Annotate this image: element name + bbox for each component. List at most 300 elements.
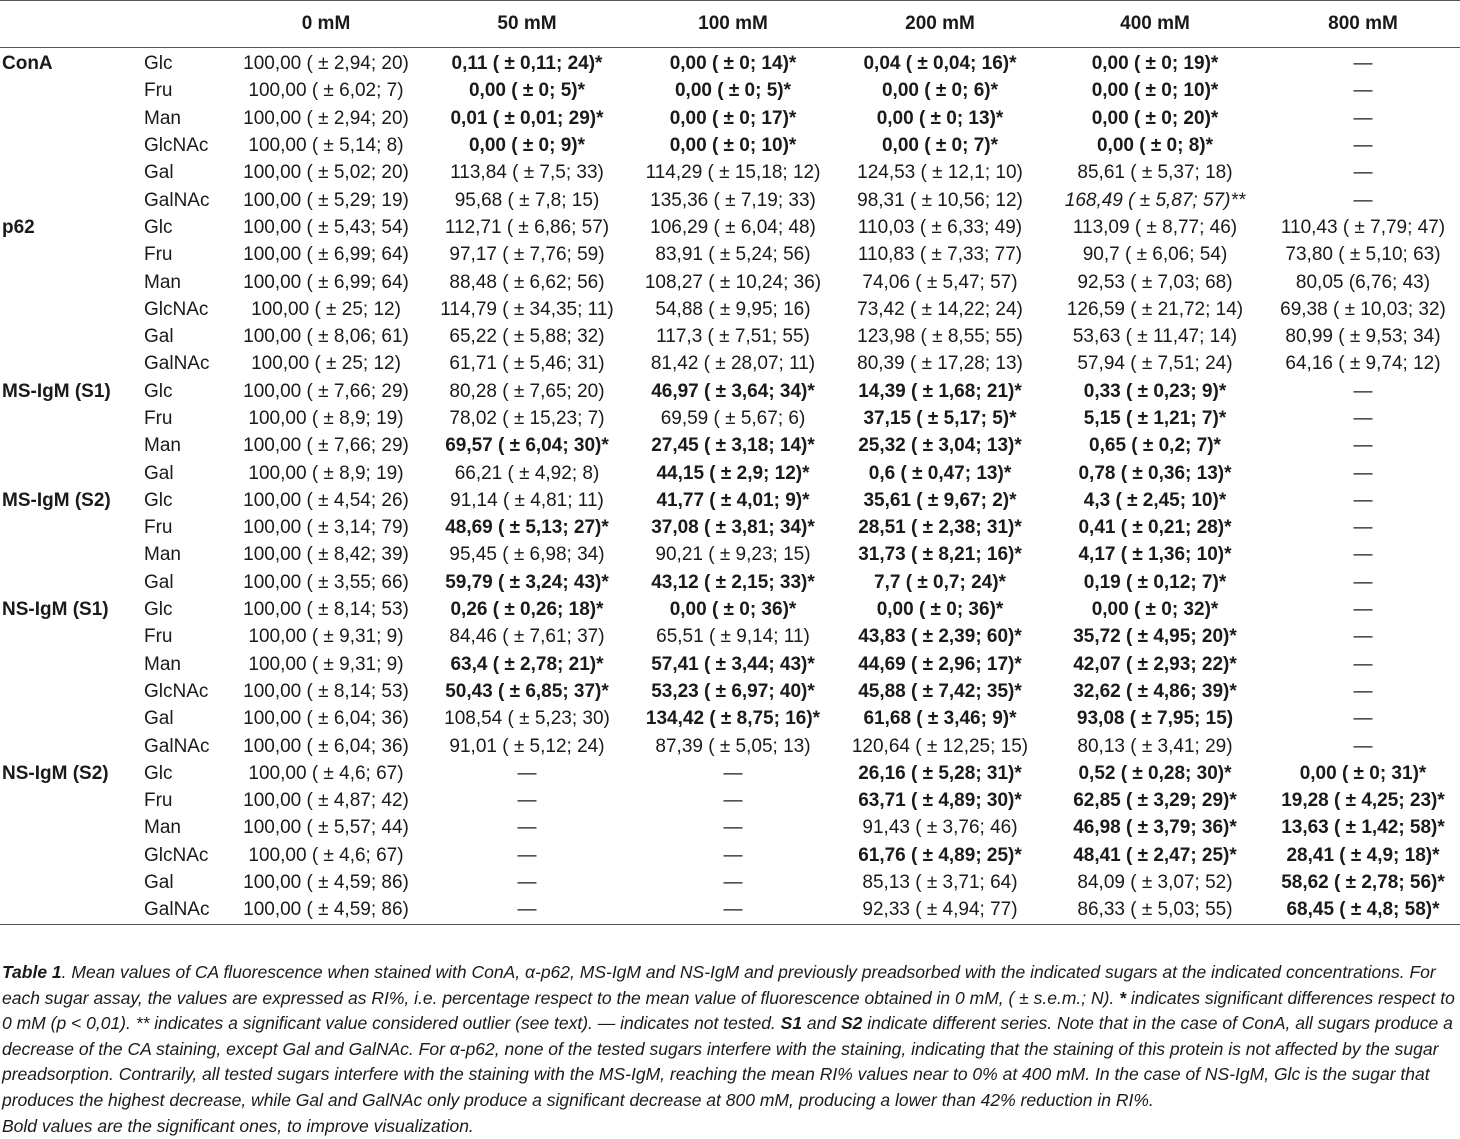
row-group-label xyxy=(0,842,140,869)
table-cell: 45,88 ( ± 7,42; 35)* xyxy=(858,680,1022,702)
row-group-label xyxy=(0,77,140,104)
table-cell: 0,00 ( ± 0; 7)* xyxy=(881,135,999,157)
table-cell: 0,00 ( ± 0; 8)* xyxy=(1096,135,1214,157)
table-row xyxy=(0,623,1460,650)
table-cell: 100,00 ( ± 8,42; 39) xyxy=(243,544,409,566)
row-sugar-label: Fru xyxy=(144,244,173,266)
row-group-label: NS-IgM (S2) xyxy=(2,762,109,784)
table-cell: 37,15 ( ± 5,17; 5)* xyxy=(863,408,1017,429)
row-group-label xyxy=(0,459,140,486)
table-cell: 100,00 ( ± 6,02; 7) xyxy=(248,80,404,102)
table-cell: 81,42 ( ± 28,07; 11) xyxy=(650,353,816,375)
row-group-label xyxy=(0,787,140,814)
table-cell: 13,63 ( ± 1,42; 58)* xyxy=(1281,817,1445,839)
row-sugar-label: GalNAc xyxy=(140,896,228,924)
table-cell: 100,00 ( ± 9,31; 9) xyxy=(248,653,404,675)
table-cell: — xyxy=(1353,80,1373,102)
table-cell: 4,3 ( ± 2,45; 10)* xyxy=(1083,489,1227,511)
table-cell: 117,3 ( ± 7,51; 55) xyxy=(656,326,810,348)
table-cell: 90,21 ( ± 9,23; 15) xyxy=(655,544,811,566)
table-cell: — xyxy=(1353,653,1373,675)
table-cell: 0,00 ( ± 0; 9)* xyxy=(468,135,586,157)
table-row xyxy=(0,569,1460,596)
table-cell: 0,6 ( ± 0,47; 13)* xyxy=(868,462,1012,484)
table-cell: 92,33 ( ± 4,94; 77) xyxy=(836,896,1044,924)
row-sugar-label: Glc xyxy=(144,216,173,238)
row-sugar-label: Man xyxy=(144,544,181,566)
table-cell: 114,79 ( ± 34,35; 11) xyxy=(440,298,614,320)
table-cell: 62,85 ( ± 3,29; 29)* xyxy=(1073,790,1237,812)
table-row xyxy=(0,814,1460,841)
table-cell: 92,53 ( ± 7,03; 68) xyxy=(1077,271,1233,293)
table-cell: 100,00 ( ± 4,59; 86) xyxy=(228,896,424,924)
row-sugar-label: Fru xyxy=(144,517,173,539)
table-cell: 123,98 ( ± 8,55; 55) xyxy=(857,326,1023,348)
table-row xyxy=(0,268,1460,295)
table-cell: — xyxy=(517,872,537,894)
table-cell: 26,16 ( ± 5,28; 31)* xyxy=(858,762,1022,784)
row-group-label xyxy=(0,541,140,568)
table-cell: — xyxy=(1353,53,1373,75)
row-sugar-label: Glc xyxy=(144,599,173,621)
table-row xyxy=(0,186,1460,213)
row-sugar-label: Glc xyxy=(144,380,173,402)
row-sugar-label: Gal xyxy=(144,872,174,894)
row-sugar-label: Fru xyxy=(144,790,173,812)
row-group-label xyxy=(0,350,140,377)
table-cell: 85,13 ( ± 3,71; 64) xyxy=(862,872,1018,894)
table-cell: 57,41 ( ± 3,44; 43)* xyxy=(651,653,815,675)
table-caption xyxy=(2,960,1458,1139)
row-group-label xyxy=(0,623,140,650)
row-group-label: MS-IgM (S1) xyxy=(2,380,111,402)
table-cell: — xyxy=(1353,162,1373,184)
row-sugar-label: Man xyxy=(144,653,181,675)
table-cell: 106,29 ( ± 6,04; 48) xyxy=(650,216,816,238)
table-row xyxy=(0,705,1460,732)
table-cell: 0,00 ( ± 0; 20)* xyxy=(1091,107,1219,129)
table-row xyxy=(0,678,1460,705)
table-cell: 110,03 ( ± 6,33; 49) xyxy=(857,216,1023,238)
table-cell: 0,00 ( ± 0; 32)* xyxy=(1091,599,1219,621)
table-cell: — xyxy=(1353,462,1373,484)
table-cell: 135,36 ( ± 7,19; 33) xyxy=(650,189,816,211)
table-cell: 0,00 ( ± 0; 5)* xyxy=(468,80,586,102)
table-cell: 87,39 ( ± 5,05; 13) xyxy=(655,735,811,757)
row-group-label xyxy=(0,569,140,596)
row-sugar-label: Fru xyxy=(144,626,173,648)
table-cell: 74,06 ( ± 5,47; 57) xyxy=(862,271,1018,293)
table-cell: 61,76 ( ± 4,89; 25)* xyxy=(858,844,1022,866)
table-cell: 4,17 ( ± 1,36; 10)* xyxy=(1078,544,1232,566)
row-sugar-label: Gal xyxy=(144,162,174,184)
table-cell: — xyxy=(1353,517,1373,539)
caption-text: indicate different series. Note that in the case of ConA, all sugars produce a decrease of the CA staining, except Gal and GalNAc. For α-p62, none of the tested sugars interfere with the staining, indicating that the staining of this protein is not affected by the sugar preadsorption. Contrarily, all tested sugars interfere with the staining with the MS-IgM, reaching the mean RI% values near to 0% at 400 mM. In the case of NS-IgM, Glc is the sugar that produces the highest decrease, while Gal and GalNAc only produce a significant decrease at 800 mM, producing a lower than 42% reduction in RI%. xyxy=(2,1013,1453,1110)
table-cell: — xyxy=(517,762,537,784)
table-row xyxy=(0,105,1460,132)
table-cell: 114,29 ( ± 15,18; 12) xyxy=(645,162,821,184)
row-group-label: MS-IgM (S2) xyxy=(2,489,111,511)
table-cell: 37,08 ( ± 3,81; 34)* xyxy=(651,517,815,539)
column-header-200mm: 200 mM xyxy=(836,1,1044,48)
table-cell: 100,00 ( ± 4,6; 67) xyxy=(248,844,404,866)
table-cell: 78,02 ( ± 15,23; 7) xyxy=(449,408,605,429)
table-cell: 35,72 ( ± 4,95; 20)* xyxy=(1073,626,1237,648)
caption-star: * xyxy=(1119,987,1127,1008)
table-cell: 25,32 ( ± 3,04; 13)* xyxy=(858,435,1022,457)
table-cell: 110,83 ( ± 7,33; 77) xyxy=(857,244,1023,266)
table-cell: 100,00 ( ± 4,59; 86) xyxy=(243,872,409,894)
row-sugar-label: GlcNAc xyxy=(144,298,209,320)
caption-series-s1: S1 xyxy=(780,1013,803,1034)
table-cell: 100,00 ( ± 8,06; 61) xyxy=(243,326,409,348)
table-cell: 100,00 ( ± 8,14; 53) xyxy=(243,599,409,621)
table-cell: 91,14 ( ± 4,81; 11) xyxy=(450,489,604,511)
table-cell: 19,28 ( ± 4,25; 23)* xyxy=(1281,790,1445,812)
table-cell: 48,41 ( ± 2,47; 25)* xyxy=(1073,844,1237,866)
row-sugar-label: Man xyxy=(144,435,181,457)
table-cell: 61,71 ( ± 5,46; 31) xyxy=(449,353,605,375)
table-cell: 68,45 ( ± 4,8; 58)* xyxy=(1266,896,1460,924)
table-cell: 0,00 ( ± 0; 13)* xyxy=(876,107,1004,129)
table-cell: 69,57 ( ± 6,04; 30)* xyxy=(445,435,609,457)
table-cell: 28,51 ( ± 2,38; 31)* xyxy=(858,517,1022,539)
table-row xyxy=(0,132,1460,159)
table-cell: 28,41 ( ± 4,9; 18)* xyxy=(1286,844,1440,866)
table-cell: — xyxy=(1353,408,1373,429)
table-cell: 50,43 ( ± 6,85; 37)* xyxy=(445,680,609,702)
table-cell: 80,28 ( ± 7,65; 20) xyxy=(449,380,605,402)
row-group-label xyxy=(0,186,140,213)
row-sugar-label: GlcNAc xyxy=(144,135,209,157)
table-cell: 69,59 ( ± 5,67; 6) xyxy=(660,408,806,429)
table-cell: 31,73 ( ± 8,21; 16)* xyxy=(858,544,1022,566)
table-cell: 57,94 ( ± 7,51; 24) xyxy=(1077,353,1233,375)
table-cell: 95,45 ( ± 6,98; 34) xyxy=(449,544,605,566)
table-cell: — xyxy=(517,790,537,812)
table-cell: 0,01 ( ± 0,01; 29)* xyxy=(450,107,604,129)
table-cell: 168,49 ( ± 5,87; 57)** xyxy=(1064,189,1246,211)
table-cell: — xyxy=(1353,680,1373,702)
table-cell: 100,00 ( ± 8,9; 19) xyxy=(248,408,404,429)
table-cell: 65,51 ( ± 9,14; 11) xyxy=(656,626,810,648)
table-cell: 100,00 ( ± 8,9; 19) xyxy=(248,462,404,484)
table-cell: 108,27 ( ± 10,24; 36) xyxy=(644,271,822,293)
table-cell: 54,88 ( ± 9,95; 16) xyxy=(655,298,811,320)
table-cell: 65,22 ( ± 5,88; 32) xyxy=(449,326,605,348)
table-cell: 98,31 ( ± 10,56; 12) xyxy=(857,189,1023,211)
table-cell: 100,00 ( ± 6,99; 64) xyxy=(243,244,409,266)
table-cell: 88,48 ( ± 6,62; 56) xyxy=(449,271,605,293)
table-cell: — xyxy=(1353,571,1373,593)
table-row xyxy=(0,350,1460,377)
row-group-label xyxy=(0,869,140,896)
table-cell: 100,00 ( ± 5,43; 54) xyxy=(243,216,409,238)
table-row xyxy=(0,405,1460,432)
table-row xyxy=(0,241,1460,268)
table-cell: 0,00 ( ± 0; 10)* xyxy=(669,135,797,157)
row-group-label xyxy=(0,105,140,132)
column-header xyxy=(0,1,140,48)
table-cell: 100,00 ( ± 5,29; 19) xyxy=(243,189,409,211)
table-row xyxy=(0,214,1460,241)
table-cell: 80,05 (6,76; 43) xyxy=(1295,271,1431,293)
column-header-100mm: 100 mM xyxy=(630,1,836,48)
table-cell: 0,33 ( ± 0,23; 9)* xyxy=(1083,380,1227,402)
table-cell: — xyxy=(1353,626,1373,648)
table-cell: 100,00 ( ± 8,14; 53) xyxy=(243,680,409,702)
row-group-label xyxy=(0,678,140,705)
table-cell: 66,21 ( ± 4,92; 8) xyxy=(454,462,600,484)
row-group-label xyxy=(0,814,140,841)
table-cell: 73,80 ( ± 5,10; 63) xyxy=(1285,244,1441,266)
table-cell: 63,71 ( ± 4,89; 30)* xyxy=(858,790,1022,812)
header-row xyxy=(0,1,1460,48)
table-cell: 14,39 ( ± 1,68; 21)* xyxy=(858,380,1022,402)
table-cell: 7,7 ( ± 0,7; 24)* xyxy=(874,571,1006,593)
table-cell: 100,00 ( ± 6,04; 36) xyxy=(243,735,409,757)
table-cell: — xyxy=(1353,107,1373,129)
table-cell: 53,63 ( ± 11,47; 14) xyxy=(1072,326,1238,348)
caption-label: Table 1 xyxy=(2,962,62,982)
table-cell: — xyxy=(517,844,537,866)
row-sugar-label: Glc xyxy=(144,489,173,511)
table-cell: 90,7 ( ± 6,06; 54) xyxy=(1082,244,1228,266)
row-group-label: p62 xyxy=(2,216,35,238)
table-cell: 5,15 ( ± 1,21; 7)* xyxy=(1083,408,1227,429)
table-cell: 0,00 ( ± 0; 14)* xyxy=(669,53,797,75)
table-cell: 100,00 ( ± 25; 12) xyxy=(251,298,401,320)
row-group-label xyxy=(0,514,140,541)
table-cell: 0,26 ( ± 0,26; 18)* xyxy=(450,599,604,621)
table-cell: 108,54 ( ± 5,23; 30) xyxy=(444,708,610,730)
table-cell: 100,00 ( ± 3,55; 66) xyxy=(243,571,409,593)
table-cell: 100,00 ( ± 4,87; 42) xyxy=(243,790,409,812)
table-row xyxy=(0,842,1460,869)
table-cell: 73,42 ( ± 14,22; 24) xyxy=(857,298,1023,320)
row-sugar-label: GalNAc xyxy=(144,353,210,375)
table-cell: 124,53 ( ± 12,1; 10) xyxy=(857,162,1023,184)
row-group-label xyxy=(0,896,140,924)
row-group-label xyxy=(0,132,140,159)
table-cell: 0,41 ( ± 0,21; 28)* xyxy=(1078,517,1232,539)
table-cell: — xyxy=(723,762,743,784)
table-cell: 100,00 ( ± 3,14; 79) xyxy=(243,517,409,539)
table-cell: 0,00 ( ± 0; 36)* xyxy=(876,599,1004,621)
row-group-label xyxy=(0,432,140,459)
row-sugar-label: Gal xyxy=(144,708,174,730)
table-cell: 0,00 ( ± 0; 36)* xyxy=(669,599,797,621)
table-row xyxy=(0,77,1460,104)
table-cell: 100,00 ( ± 7,66; 29) xyxy=(243,435,409,457)
row-group-label: NS-IgM (S1) xyxy=(2,599,109,621)
table-cell: — xyxy=(1353,708,1373,730)
table-cell: 58,62 ( ± 2,78; 56)* xyxy=(1281,872,1445,894)
table-cell: 35,61 ( ± 9,67; 2)* xyxy=(863,489,1017,511)
table-cell: 0,00 ( ± 0; 17)* xyxy=(669,107,797,129)
table-cell: — xyxy=(1353,489,1373,511)
table-cell: — xyxy=(1353,135,1373,157)
table-row xyxy=(0,48,1460,78)
table-row xyxy=(0,596,1460,623)
table-cell: 27,45 ( ± 3,18; 14)* xyxy=(651,435,815,457)
table-cell: 93,08 ( ± 7,95; 15) xyxy=(1076,708,1234,730)
table-cell: 100,00 ( ± 2,94; 20) xyxy=(243,107,409,129)
table-row xyxy=(0,787,1460,814)
row-sugar-label: Gal xyxy=(144,326,174,348)
table-cell: 44,69 ( ± 2,96; 17)* xyxy=(858,653,1022,675)
row-sugar-label: Fru xyxy=(144,408,173,429)
table-row xyxy=(0,323,1460,350)
table-cell: 0,00 ( ± 0; 5)* xyxy=(674,80,792,102)
table-row xyxy=(0,541,1460,568)
table-cell: 48,69 ( ± 5,13; 27)* xyxy=(445,517,609,539)
row-sugar-label: Fru xyxy=(144,80,173,102)
table-row xyxy=(0,514,1460,541)
table-cell: 0,65 ( ± 0,2; 7)* xyxy=(1089,435,1221,457)
row-group-label xyxy=(0,405,140,432)
table-row xyxy=(0,760,1460,787)
table-cell: 61,68 ( ± 3,46; 9)* xyxy=(863,708,1017,730)
row-sugar-label: GlcNAc xyxy=(144,680,209,702)
table-cell: 41,77 ( ± 4,01; 9)* xyxy=(656,489,810,511)
row-sugar-label: Glc xyxy=(144,53,173,75)
column-header-800mm: 800 mM xyxy=(1266,1,1460,48)
caption-note: Bold values are the significant ones, to improve visualization. xyxy=(2,1115,474,1136)
row-group-label xyxy=(0,323,140,350)
table-cell: — xyxy=(1353,189,1373,211)
table-cell: 126,59 ( ± 21,72; 14) xyxy=(1066,298,1244,320)
row-group-label xyxy=(0,651,140,678)
table-cell: — xyxy=(1353,544,1373,566)
table-cell: 59,79 ( ± 3,24; 43)* xyxy=(445,571,609,593)
caption-series-s2: S2 xyxy=(841,1013,863,1034)
table-cell: 0,78 ( ± 0,36; 13)* xyxy=(1078,462,1232,484)
table-cell: 83,91 ( ± 5,24; 56) xyxy=(655,244,811,266)
table-cell: — xyxy=(630,896,836,924)
table-row xyxy=(0,296,1460,323)
table-cell: 100,00 ( ± 6,99; 64) xyxy=(243,271,409,293)
table-cell: 42,07 ( ± 2,93; 22)* xyxy=(1073,653,1237,675)
row-sugar-label: Man xyxy=(144,817,181,839)
table-header xyxy=(0,1,1460,48)
column-header-0mm: 0 mM xyxy=(228,1,424,48)
table-row xyxy=(0,651,1460,678)
table-cell: — xyxy=(723,872,743,894)
table-cell: 134,42 ( ± 8,75; 16)* xyxy=(645,708,821,730)
column-header-50mm: 50 mM xyxy=(424,1,630,48)
table-cell: 43,83 ( ± 2,39; 60)* xyxy=(858,626,1022,648)
table-cell: 0,00 ( ± 0; 19)* xyxy=(1091,53,1219,75)
caption-text: . Mean values of CA fluorescence when stained with ConA, α-p62, MS-IgM and NS-IgM and previously preadsorbed with the indicated sugars at the indicated concentrations. For each sugar assay, the values are expressed as RI%, i.e. percentage respect to the mean value of fluorescence obtained in 0 mM, ( ± s.e.m.; N). xyxy=(2,962,1436,1008)
table-cell: 110,43 ( ± 7,79; 47) xyxy=(1280,216,1446,238)
table-cell: 113,84 ( ± 7,5; 33) xyxy=(450,162,604,184)
table-cell: 100,00 ( ± 4,6; 67) xyxy=(248,762,404,784)
table-cell: 91,01 ( ± 5,12; 24) xyxy=(449,735,605,757)
table-body xyxy=(0,48,1460,925)
table-cell: — xyxy=(1353,735,1373,757)
table-cell: 100,00 ( ± 9,31; 9) xyxy=(248,626,404,648)
table-cell: 44,15 ( ± 2,9; 12)* xyxy=(656,462,810,484)
table-cell: 112,71 ( ± 6,86; 57) xyxy=(444,216,610,238)
table-cell: 85,61 ( ± 5,37; 18) xyxy=(1077,162,1233,184)
row-sugar-label: Man xyxy=(144,271,181,293)
table-cell: 0,00 ( ± 0; 10)* xyxy=(1091,80,1219,102)
table-row xyxy=(0,732,1460,759)
table-cell: 43,12 ( ± 2,15; 33)* xyxy=(651,571,815,593)
table-cell: 113,09 ( ± 8,77; 46) xyxy=(1072,216,1238,238)
row-group-label xyxy=(0,159,140,186)
table-cell: — xyxy=(1353,380,1373,402)
table-cell: — xyxy=(723,817,743,839)
table-cell: 0,19 ( ± 0,12; 7)* xyxy=(1083,571,1227,593)
table-cell: 97,17 ( ± 7,76; 59) xyxy=(449,244,605,266)
table-cell: 0,11 ( ± 0,11; 24)* xyxy=(451,53,603,75)
table-cell: — xyxy=(517,817,537,839)
table-cell: 69,38 ( ± 10,03; 32) xyxy=(1280,298,1446,320)
row-sugar-label: Gal xyxy=(144,571,174,593)
table-cell: — xyxy=(723,790,743,812)
table-cell: 80,13 ( ± 3,41; 29) xyxy=(1077,735,1233,757)
table-cell: 64,16 ( ± 9,74; 12) xyxy=(1285,353,1441,375)
table-cell: 46,97 ( ± 3,64; 34)* xyxy=(651,380,815,402)
table-cell: 46,98 ( ± 3,79; 36)* xyxy=(1073,817,1237,839)
row-group-label: ConA xyxy=(2,53,53,75)
table-cell: 100,00 ( ± 5,57; 44) xyxy=(243,817,409,839)
table-row xyxy=(0,159,1460,186)
table-cell: — xyxy=(1353,599,1373,621)
row-group-label xyxy=(0,268,140,295)
table-cell: 32,62 ( ± 4,86; 39)* xyxy=(1073,680,1237,702)
table-row xyxy=(0,459,1460,486)
table-cell: 95,68 ( ± 7,8; 15) xyxy=(454,189,600,211)
table-cell: 120,64 ( ± 12,25; 15) xyxy=(851,735,1029,757)
table-cell: — xyxy=(723,844,743,866)
row-group-label xyxy=(0,241,140,268)
row-sugar-label: GalNAc xyxy=(144,735,210,757)
table-cell: 84,46 ( ± 7,61; 37) xyxy=(449,626,605,648)
table-cell: 53,23 ( ± 6,97; 40)* xyxy=(651,680,815,702)
row-sugar-label: GlcNAc xyxy=(144,844,209,866)
row-sugar-label: Gal xyxy=(144,462,174,484)
table-cell: 100,00 ( ± 5,02; 20) xyxy=(243,162,409,184)
row-group-label xyxy=(0,732,140,759)
table-row xyxy=(0,432,1460,459)
table-cell: 100,00 ( ± 4,54; 26) xyxy=(243,489,409,511)
caption-text: indicates significant differences respect to 0 mM (p < 0,01). ** indicates a significant value considered outlier (see text). — indicates not tested. xyxy=(2,987,1455,1034)
caption-text: and xyxy=(802,1013,841,1034)
table-cell: 80,39 ( ± 17,28; 13) xyxy=(857,353,1023,375)
table-cell: 0,00 ( ± 0; 6)* xyxy=(881,80,999,102)
table-cell: 84,09 ( ± 3,07; 52) xyxy=(1077,872,1233,894)
row-group-label xyxy=(0,296,140,323)
table-cell: 91,43 ( ± 3,76; 46) xyxy=(862,817,1018,839)
table-row xyxy=(0,378,1460,405)
column-header-400mm: 400 mM xyxy=(1044,1,1266,48)
table-cell: — xyxy=(424,896,630,924)
table-cell: 0,52 ( ± 0,28; 30)* xyxy=(1078,762,1232,784)
row-sugar-label: Glc xyxy=(144,762,173,784)
table-cell: 100,00 ( ± 6,04; 36) xyxy=(243,708,409,730)
table-row xyxy=(0,487,1460,514)
row-sugar-label: GalNAc xyxy=(144,189,210,211)
table-cell: 80,99 ( ± 9,53; 34) xyxy=(1285,326,1441,348)
row-group-label xyxy=(0,705,140,732)
table-cell: 0,04 ( ± 0,04; 16)* xyxy=(863,53,1017,75)
table-cell: 0,00 ( ± 0; 31)* xyxy=(1299,762,1427,784)
table-cell: 63,4 ( ± 2,78; 21)* xyxy=(450,653,604,675)
table-cell: 100,00 ( ± 2,94; 20) xyxy=(243,53,409,75)
